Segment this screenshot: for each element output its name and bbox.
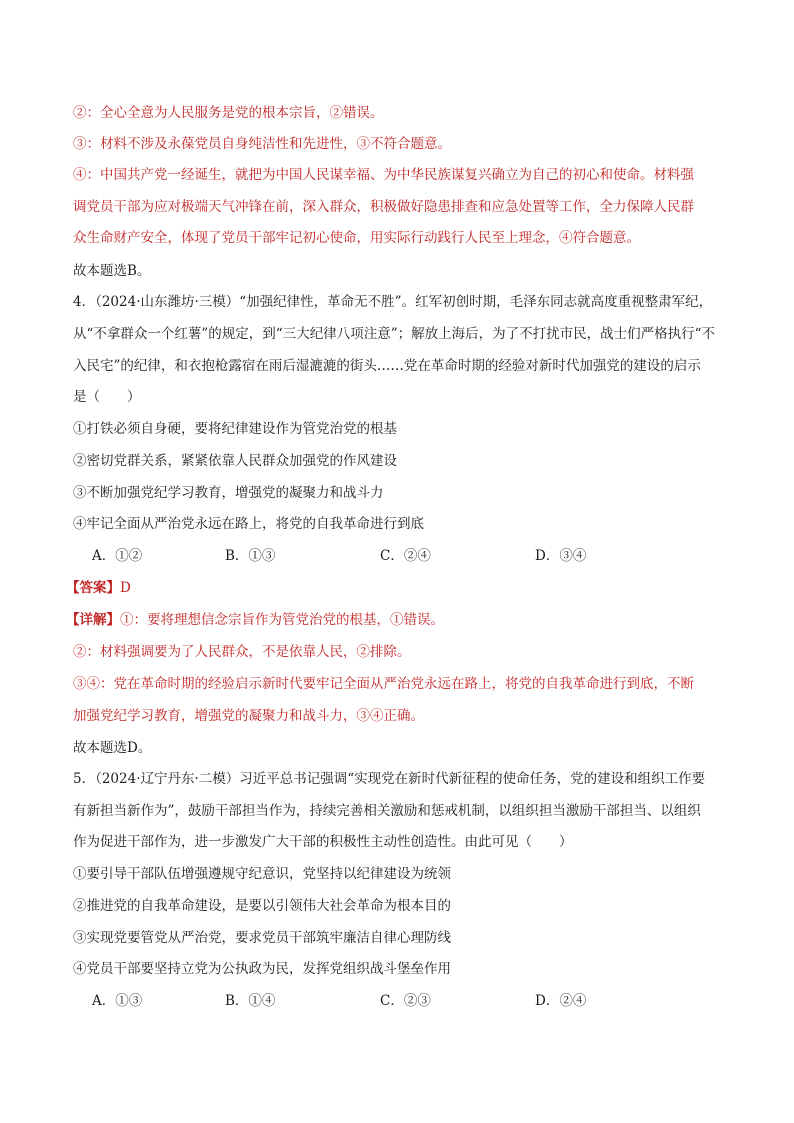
q5-option-b: B．①④ (225, 993, 276, 1009)
q4-detail-1 (66, 611, 726, 629)
q4-conclusion: 故本题选D。 (73, 740, 152, 756)
q4-stem-line1: 4．（2024·山东潍坊·三模）“加强纪律性，革命无不胜”。红军初创时期，毛泽东同志就高度重视整肃军纪， (73, 294, 713, 310)
q5-stem-line2: 有新担当新作为”，鼓励干部担当作为，持续完善相关激励和惩戒机制，以组织担当激励干部担当、以组织 (73, 803, 701, 819)
q4-detail-3-line1: ③④：党在革命时期的经验启示新时代要牢记全面从严治党永远在路上，将党的自我革命进行到底，不断 (73, 676, 694, 692)
q5-option-d: D．②④ (535, 993, 587, 1009)
q4-item-2: ②密切党群关系，紧紧依靠人民群众加强党的作风建设 (73, 453, 397, 469)
analysis-point-4-line2: 调党员干部为应对极端天气冲锋在前，深入群众，积极做好隐患排查和应急处置等工作，全力保障人民群 (73, 199, 694, 215)
q5-option-c: C．②③ (380, 993, 431, 1009)
q4-stem-line3: 入民宅”的纪律，和衣抱枪露宿在雨后湿漉漉的街头……党在革命时期的经验对新时代加强党的建设的启示 (73, 358, 701, 374)
q4-option-d: D．③④ (535, 548, 587, 564)
q4-detail-3-line2: 加强党纪学习教育，增强党的凝聚力和战斗力，③④正确。 (73, 708, 424, 724)
q4-stem-line4: 是（ ） (73, 389, 141, 405)
q4-item-4: ④牢记全面从严治党永远在路上，将党的自我革命进行到底 (73, 516, 424, 532)
answer-tag: 【答案】 (66, 580, 120, 596)
detail-text-1: ①：要将理想信念宗旨作为管党治党的根基，①错误。 (120, 612, 444, 628)
q5-option-a: A．①③ (92, 993, 143, 1009)
q4-option-a: A．①② (92, 548, 143, 564)
q5-stem-line1: 5．（2024·辽宁丹东·二模）习近平总书记强调“实现党在新时代新征程的使命任务，党的建设和组织工作要 (73, 771, 706, 787)
analysis-point-3: ③：材料不涉及永葆党员自身纯洁性和先进性，③不符合题意。 (73, 136, 451, 152)
q4-option-c: C．②④ (380, 548, 431, 564)
q4-item-3: ③不断加强党纪学习教育，增强党的凝聚力和战斗力 (73, 485, 384, 501)
analysis-point-4-line3: 众生命财产安全，体现了党员干部牢记初心使命，用实际行动践行人民至上理念，④符合题意。 (73, 230, 640, 246)
q5-item-2: ②推进党的自我革命建设，是要以引领伟大社会革命为根本目的 (73, 898, 451, 914)
q4-answer (66, 579, 726, 597)
conclusion-prev: 故本题选B。 (73, 263, 151, 279)
q5-stem-line3: 作为促进干部作为，进一步激发广大干部的积极性主动性创造性。由此可见（ ） (73, 834, 573, 850)
analysis-point-4-line1: ④：中国共产党一经诞生，就把为中国人民谋幸福、为中华民族谋复兴确立为自己的初心和使命。材料强 (73, 167, 694, 183)
q5-item-4: ④党员干部要坚持立党为公执政为民，发挥党组织战斗堡垒作用 (73, 961, 451, 977)
answer-value: D (120, 580, 131, 596)
q4-stem-line2: 从“不拿群众一个红薯”的规定，到“三大纪律八项注意”；解放上海后，为了不打扰市民，战士们严格执行“不 (73, 326, 716, 342)
q4-detail-2: ②：材料强调要为了人民群众，不是依靠人民，②排除。 (73, 644, 411, 660)
q5-item-1: ①要引导干部队伍增强遵规守纪意识，党坚持以纪律建设为统领 (73, 866, 451, 882)
analysis-point-2: ②：全心全意为人民服务是党的根本宗旨，②错误。 (73, 105, 384, 121)
q5-item-3: ③实现党要管党从严治党，要求党员干部筑牢廉洁自律心理防线 (73, 930, 451, 946)
q4-item-1: ①打铁必须自身硬，要将纪律建设作为管党治党的根基 (73, 421, 397, 437)
q4-option-b: B．①③ (225, 548, 276, 564)
detail-tag: 【详解】 (66, 612, 120, 628)
